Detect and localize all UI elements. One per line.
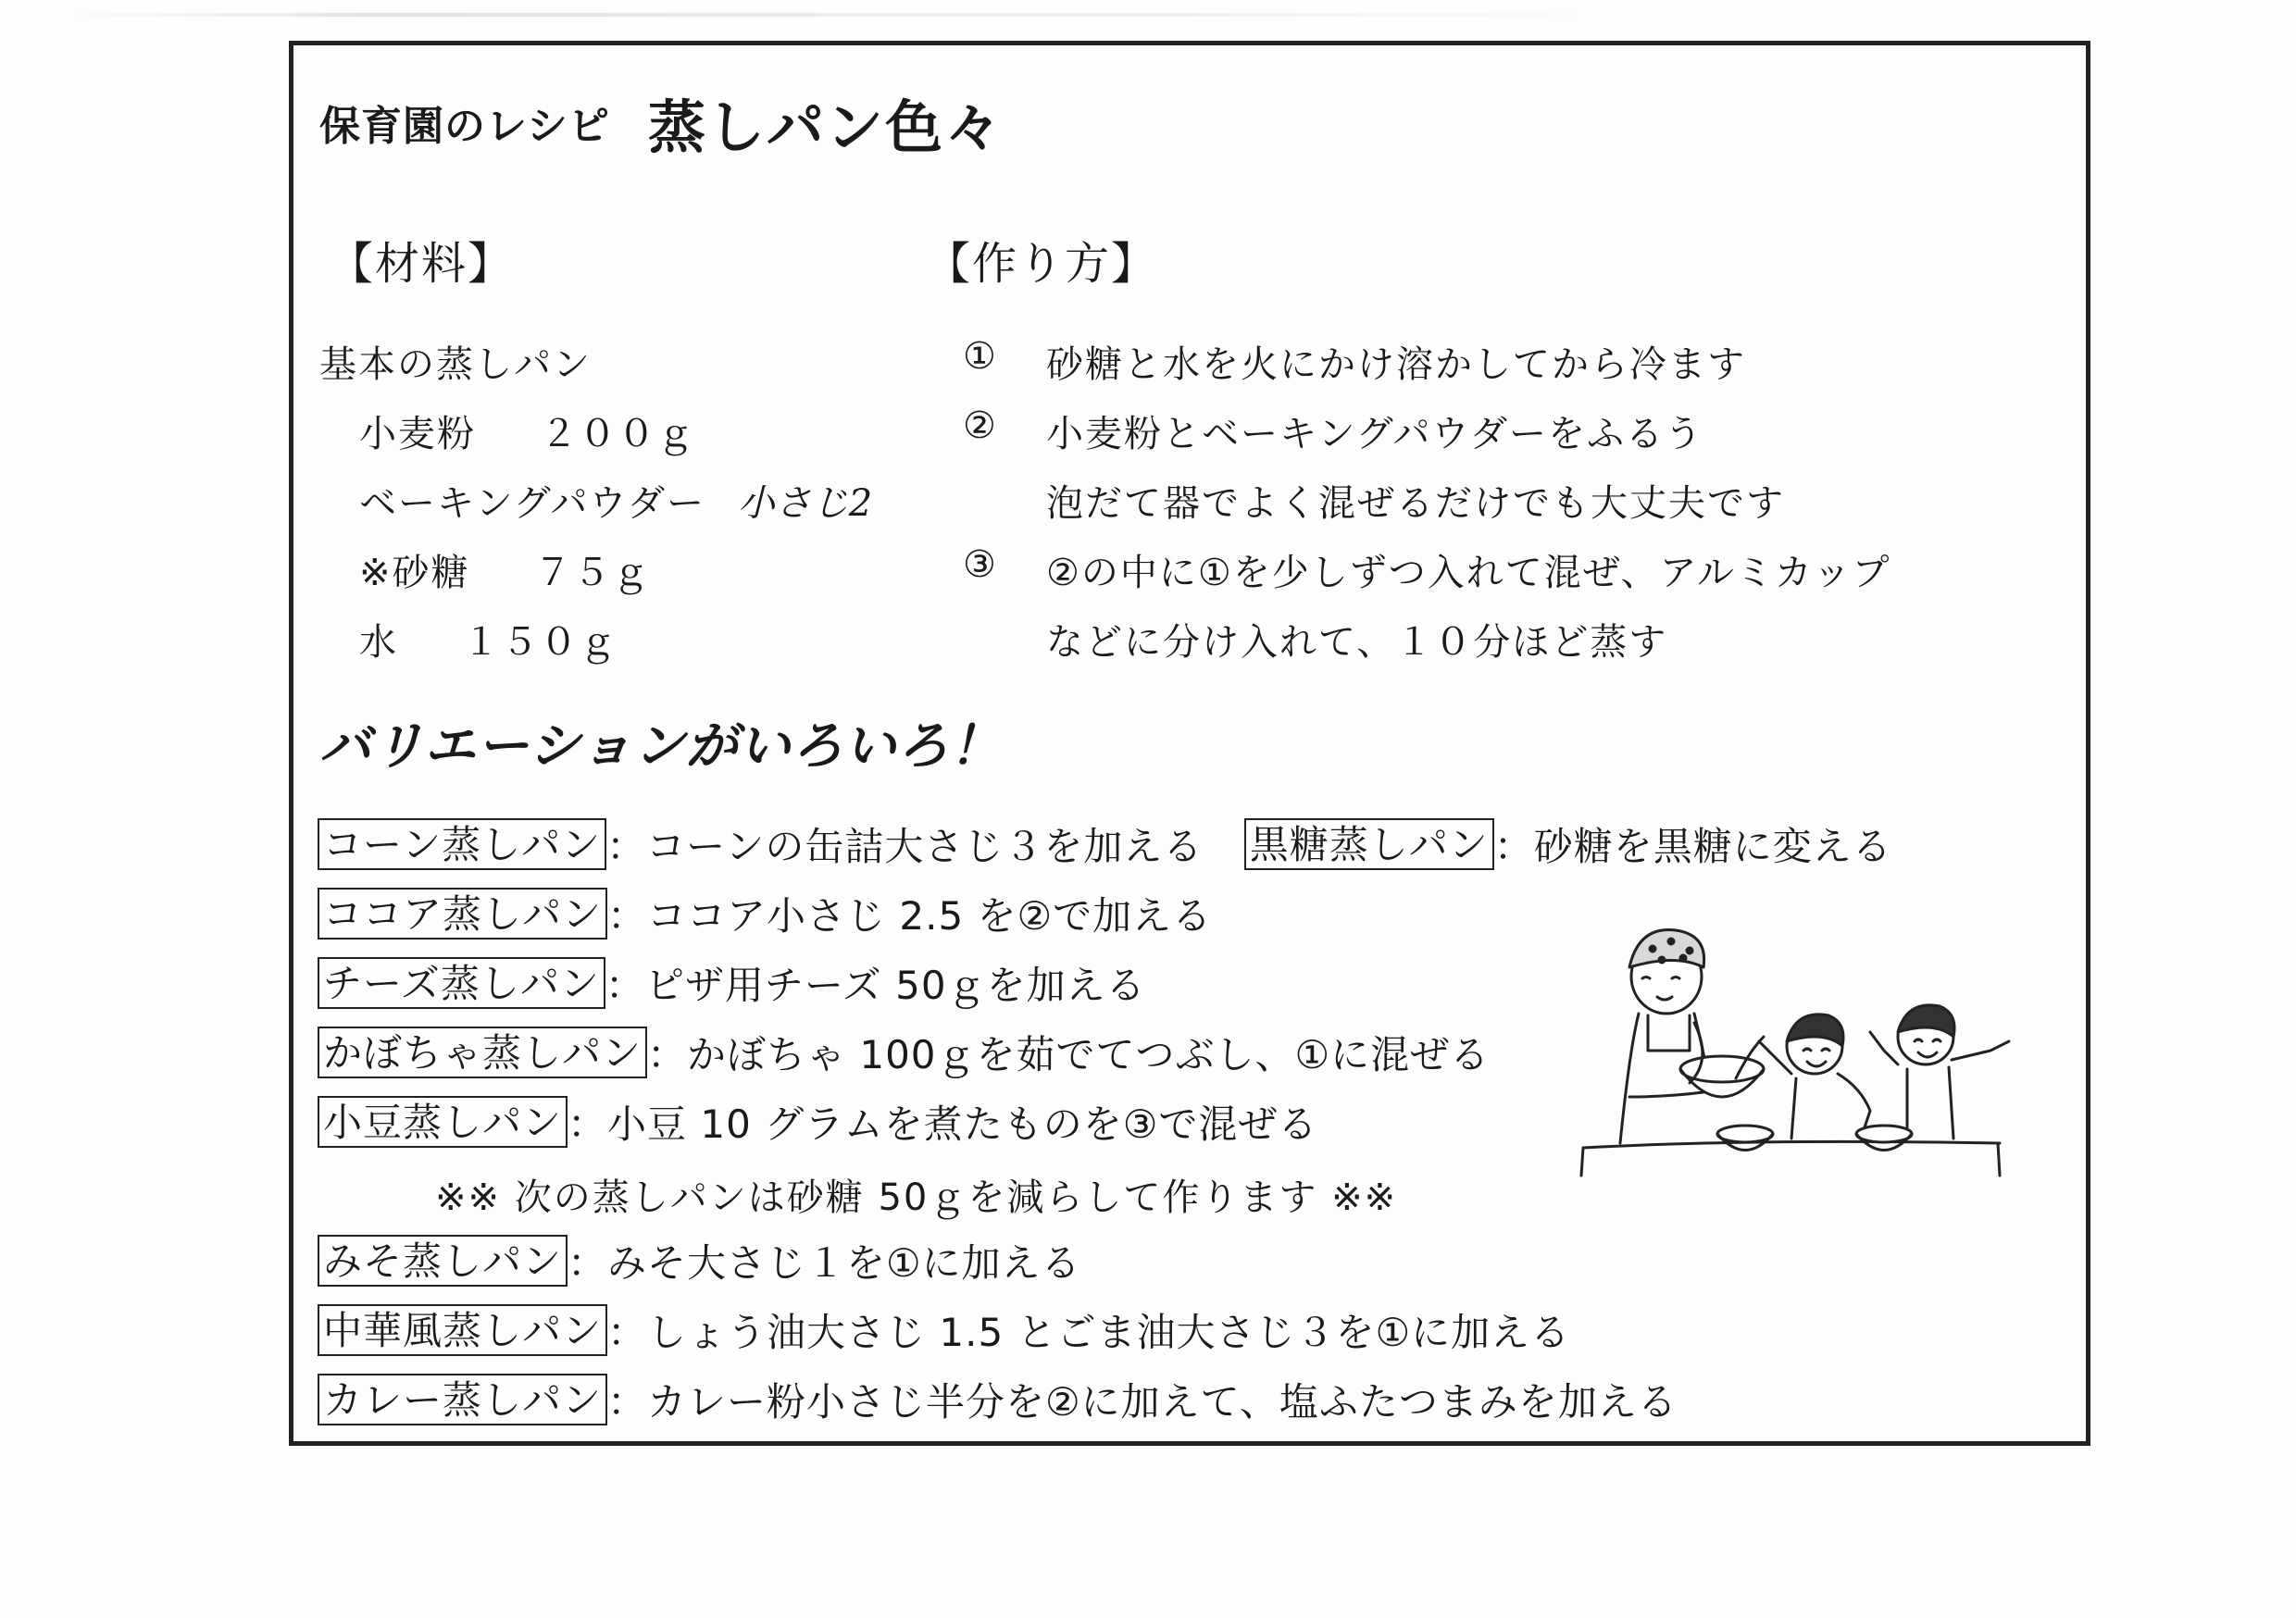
variation-label: ココア蒸しパン bbox=[318, 888, 607, 940]
variation-label: みそ蒸しパン bbox=[318, 1235, 568, 1287]
variation-label: 黒糖蒸しパン bbox=[1244, 818, 1494, 870]
variation-label: 中華風蒸しパン bbox=[318, 1304, 607, 1356]
variation-text: ：コーンの缶詰大さじ３を加える bbox=[606, 824, 1204, 869]
sugar-note: ※※ 次の蒸しパンは砂糖 50ｇを減らして作ります ※※ bbox=[435, 1176, 1398, 1219]
cooking-family-illustration bbox=[1565, 912, 2046, 1189]
variation-row bbox=[318, 1233, 1081, 1288]
variation-text: ：カレー粉小さじ半分を②に加えて、塩ふたつまみを加える bbox=[607, 1379, 1678, 1425]
variation-text: ：しょう油大さじ 1.5 とごま油大さじ３を①に加える bbox=[607, 1310, 1571, 1355]
handwritten-note: 小さじ2 bbox=[737, 482, 873, 525]
material-name: ベーキングパウダー bbox=[359, 482, 705, 525]
variation-text: ：砂糖を黒糖に変える bbox=[1493, 824, 1892, 869]
material-item bbox=[359, 404, 695, 457]
step-text: などに分け入れて、１０分ほど蒸す bbox=[1046, 621, 1668, 664]
variation-row bbox=[318, 886, 1212, 941]
materials-group: 基本の蒸しパン bbox=[319, 343, 592, 386]
variation-row bbox=[318, 1372, 1678, 1427]
variation-label: コーン蒸しパン bbox=[318, 818, 606, 870]
variation-label: かぼちゃ蒸しパン bbox=[318, 1027, 647, 1078]
material-amount: ７５ｇ bbox=[533, 552, 651, 594]
step-text: 砂糖と水を火にかけ溶かしてから冷ます bbox=[1046, 343, 1746, 386]
material-name: 小麦粉 bbox=[359, 413, 476, 455]
page-title: 蒸しパン色々 bbox=[648, 93, 1004, 161]
variation-label: カレー蒸しパン bbox=[318, 1374, 607, 1425]
variation-text: ：ピザ用チーズ 50ｇを加える bbox=[605, 963, 1146, 1008]
variations-heading: バリエーションがいろいろ！ bbox=[319, 716, 1003, 777]
variation-row bbox=[318, 816, 1892, 872]
material-item bbox=[359, 543, 651, 596]
step-number: ② bbox=[963, 404, 996, 447]
material-amount: ２００ｇ bbox=[540, 413, 696, 455]
title-prefix: 保育園のレシピ bbox=[319, 103, 610, 150]
variation-text: ：小豆 10 グラムを煮たものを③で混ぜる bbox=[568, 1101, 1318, 1147]
variation-row bbox=[318, 955, 1146, 1011]
method-heading: 【作り方】 bbox=[926, 238, 1158, 290]
variation-label: 小豆蒸しパン bbox=[318, 1096, 568, 1148]
step-number: ① bbox=[963, 335, 996, 378]
material-amount: １５０ｇ bbox=[462, 621, 618, 664]
step-text: ②の中に①を少しずつ入れて混ぜ、アルミカップ bbox=[1046, 552, 1891, 594]
step-text: 泡だて器でよく混ぜるだけでも大丈夫です bbox=[1046, 482, 1785, 525]
variation-text: ：ココア小さじ 2.5 を②で加える bbox=[607, 893, 1213, 939]
material-item bbox=[359, 613, 618, 666]
variation-label: チーズ蒸しパン bbox=[318, 957, 605, 1009]
variation-row bbox=[318, 1094, 1317, 1150]
scan-edge-shadow bbox=[56, 13, 1629, 17]
materials-heading: 【材料】 bbox=[329, 238, 515, 290]
variation-row bbox=[318, 1302, 1570, 1358]
material-name: 水 bbox=[359, 621, 398, 664]
step-number: ③ bbox=[963, 543, 996, 586]
material-item bbox=[359, 474, 872, 527]
material-name: ※砂糖 bbox=[359, 552, 470, 594]
variation-row bbox=[318, 1025, 1490, 1080]
step-text: 小麦粉とベーキングパウダーをふるう bbox=[1046, 413, 1703, 455]
variation-text: ：みそ大さじ１を①に加える bbox=[568, 1240, 1081, 1286]
variation-text: ：かぼちゃ 100ｇを茹でてつぶし、①に混ぜる bbox=[647, 1032, 1491, 1077]
